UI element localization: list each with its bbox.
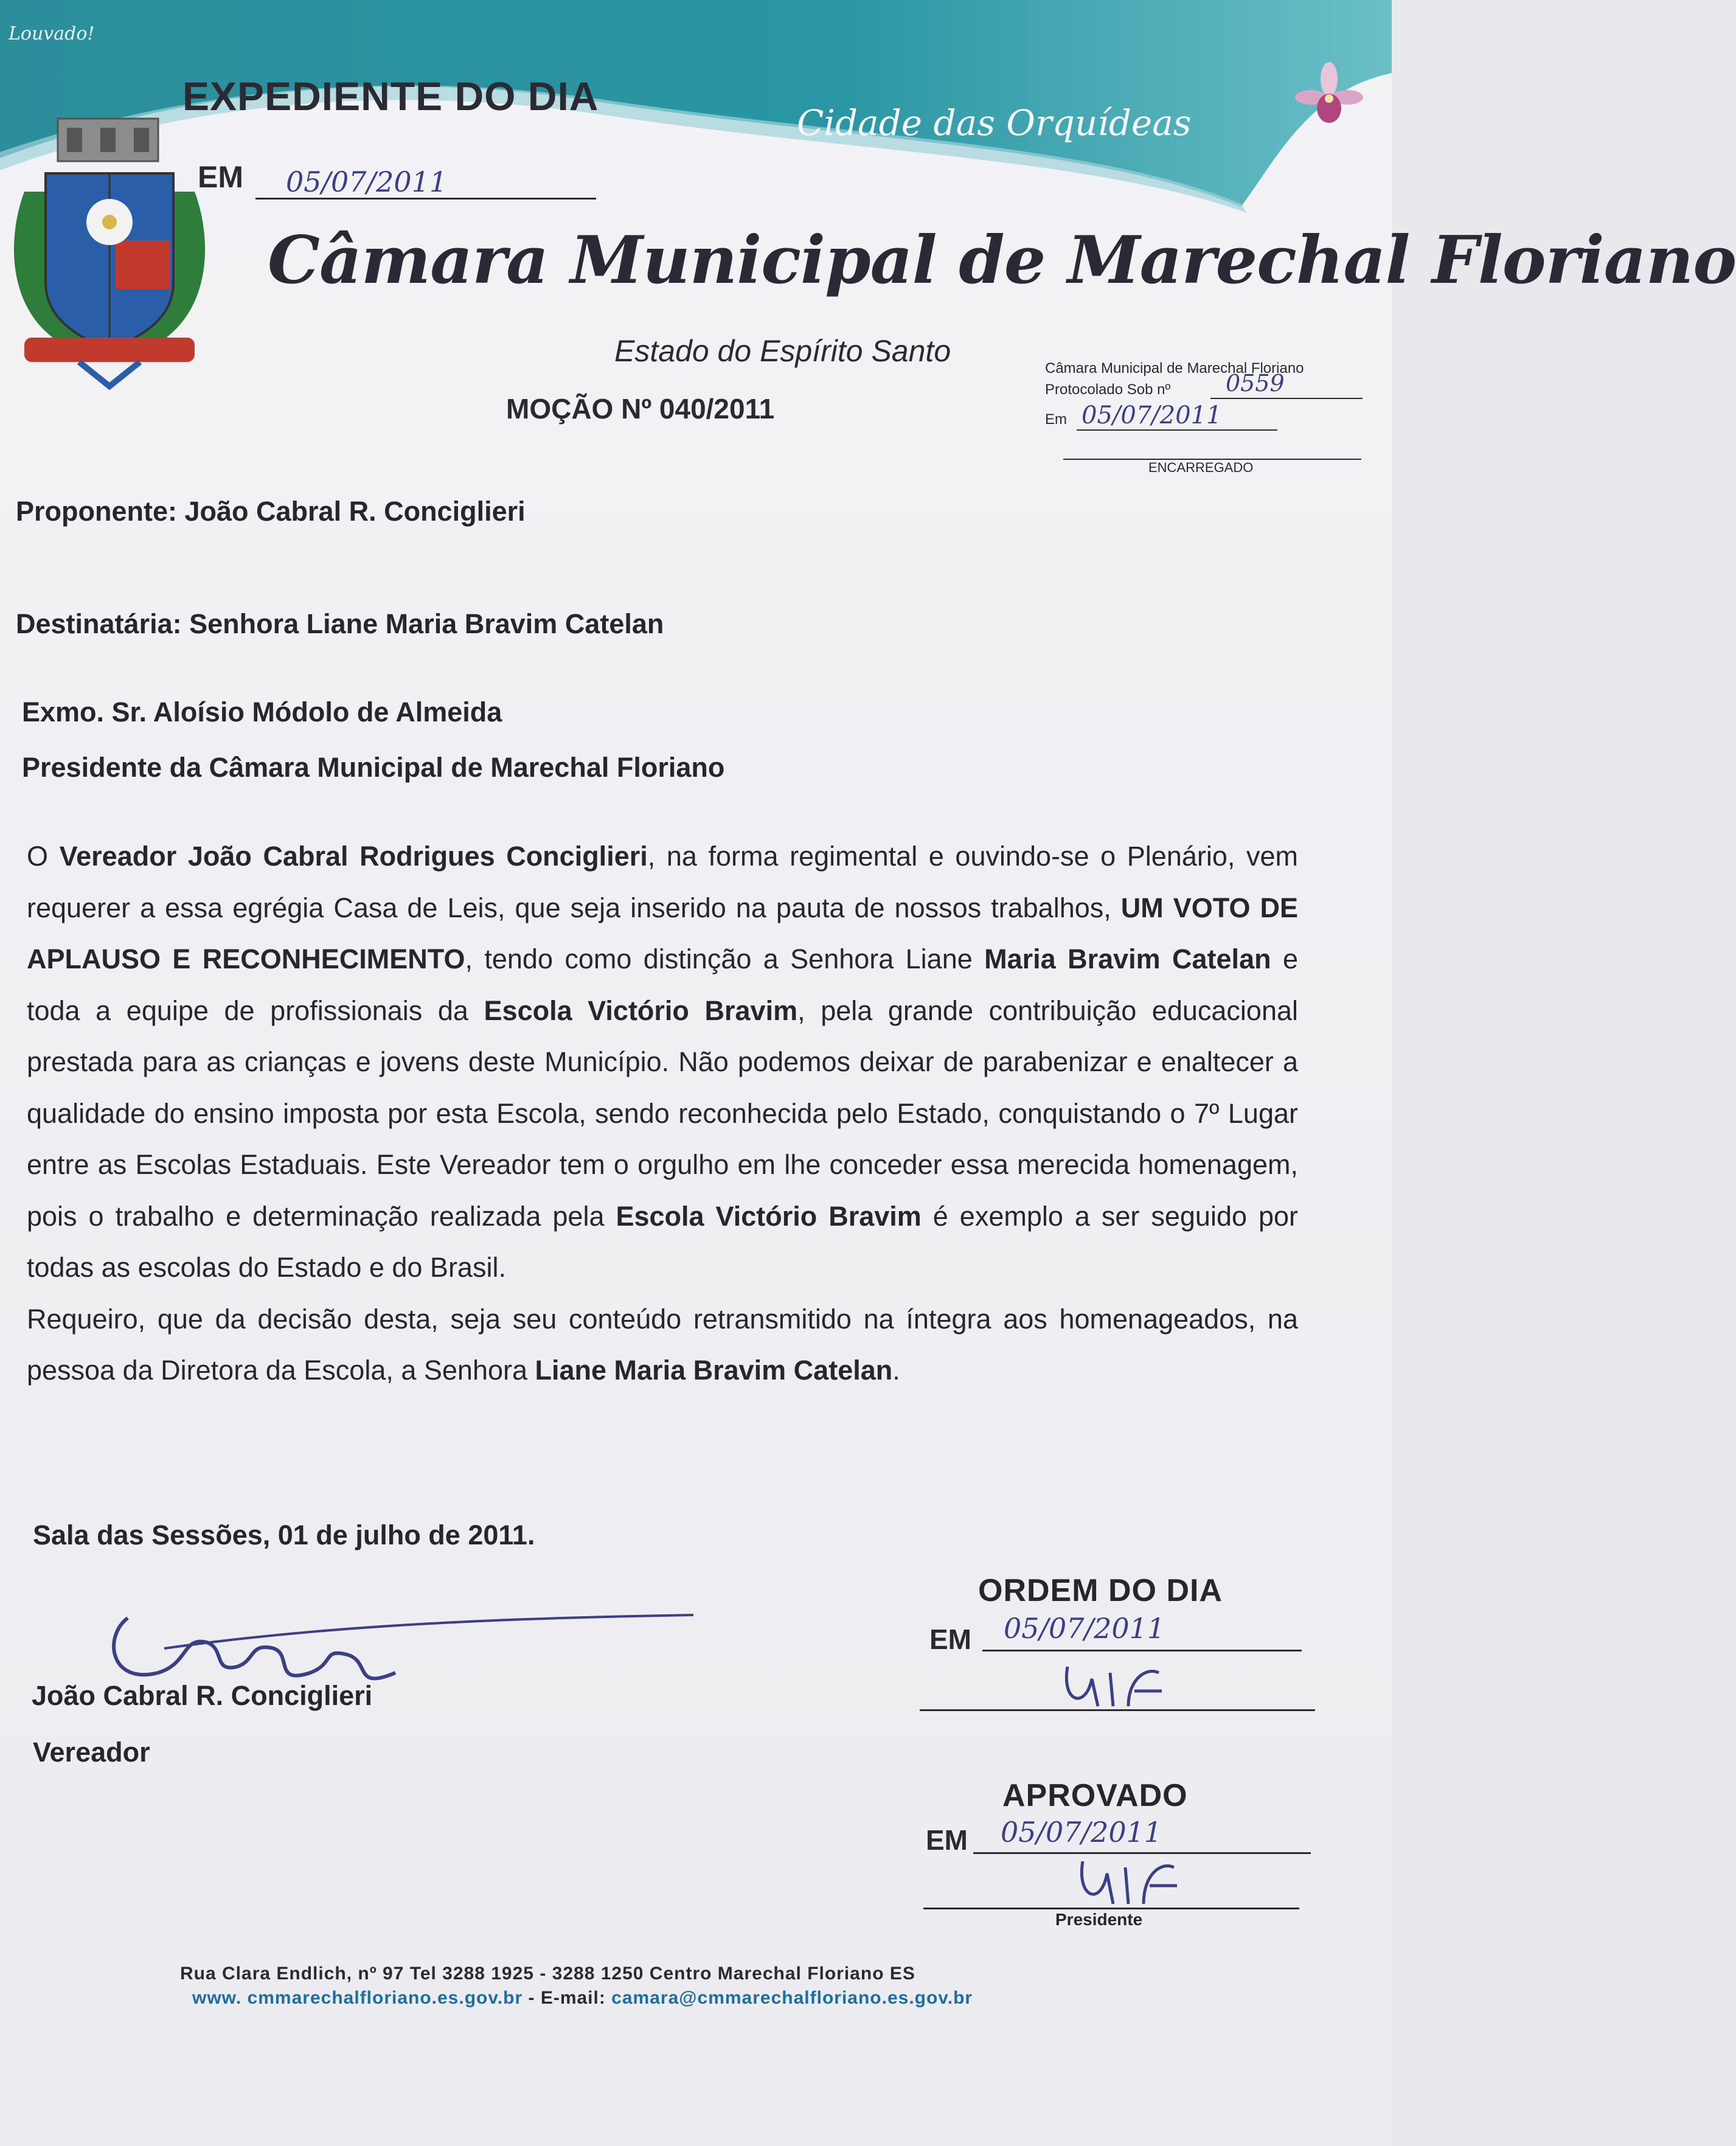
protocol-em-label: Em — [1045, 411, 1067, 428]
destinataria-field: Destinatária: Senhora Liane Maria Bravim Catelan — [16, 608, 664, 639]
slogan-text: Cidade das Orquídeas — [797, 102, 1192, 144]
protocol-date: 05/07/2011 — [1082, 401, 1222, 429]
motto-text: Louvado! — [9, 23, 95, 44]
expediente-date: 05/07/2011 — [286, 165, 448, 198]
aprovado-date: 05/07/2011 — [1001, 1816, 1162, 1849]
ordem-initials — [1055, 1655, 1177, 1715]
protocol-line1: Câmara Municipal de Marechal Floriano — [1045, 360, 1304, 377]
aprovado-initials — [1071, 1849, 1192, 1916]
ordem-title: ORDEM DO DIA — [978, 1573, 1223, 1608]
document-title: MOÇÃO Nº 040/2011 — [506, 393, 775, 425]
addressee-line1: Exmo. Sr. Aloísio Módolo de Almeida — [22, 696, 502, 727]
institution-name: Câmara Municipal de Marechal Floriano — [268, 222, 1736, 299]
protocol-number-line — [1210, 398, 1363, 399]
protocol-number: 0559 — [1226, 370, 1285, 397]
expediente-title: EXPEDIENTE DO DIA — [182, 74, 599, 119]
footer-email-label: - E-mail: — [523, 1988, 612, 2008]
motion-body — [27, 831, 1298, 1397]
ordem-em-label: EM — [929, 1623, 971, 1655]
footer-address: Rua Clara Endlich, nº 97 Tel 3288 1925 - 3288 1250 Centro Marechal Floriano ES — [180, 1964, 915, 1984]
protocol-date-line — [1077, 429, 1277, 431]
footer-website[interactable]: www. cmmarechalfloriano.es.gov.br — [192, 1988, 523, 2008]
ordem-date: 05/07/2011 — [1004, 1612, 1165, 1645]
body-paragraph-2: Requeiro, que da decisão desta, seja seu conteúdo retransmitido na íntegra aos homenageados, na pessoa da Diretora da Escola, a Senhora Liane Maria Bravim Catelan. — [27, 1303, 1298, 1386]
footer-email[interactable]: camara@cmmarechalfloriano.es.gov.br — [611, 1988, 973, 2008]
aprovado-role: Presidente — [1055, 1910, 1143, 1929]
addressee-line2: Presidente da Câmara Municipal de Marechal Floriano — [22, 752, 725, 783]
protocol-label: Protocolado Sob nº — [1045, 381, 1171, 398]
aprovado-em-label: EM — [926, 1824, 968, 1856]
signer-role: Vereador — [33, 1737, 150, 1768]
expediente-em-label: EM — [198, 160, 243, 194]
orchid-icon — [1296, 61, 1363, 140]
session-date: Sala das Sessões, 01 de julho de 2011. — [33, 1519, 535, 1550]
proponente-field: Proponente: João Cabral R. Conciglieri — [16, 496, 526, 527]
protocol-role: ENCARREGADO — [1148, 460, 1254, 475]
aprovado-title: APROVADO — [1002, 1778, 1188, 1813]
signer-name: João Cabral R. Conciglieri — [32, 1680, 373, 1711]
ordem-date-line — [982, 1650, 1302, 1651]
footer-contact — [192, 1988, 973, 2009]
body-paragraph-1: O Vereador João Cabral Rodrigues Conciglieri, na forma regimental e ouvindo-se o Plenário, vem requerer a essa egrégia Casa de Leis, que seja inserido na pauta de nossos trabalhos, UM VOTO DE APLAUSO E RECONHECIMENTO, tendo como distinção a Senhora Liane Maria Bravim Catelan e toda a equipe de profissionais da Escola Victório Bravim, pela grande contribuição educacional prestada para as crianças e jovens deste Município. Não podemos deixar de parabenizar e enaltecer a qualidade do ensino imposta por esta Escola, sendo reconhecida pelo Estado, conquistando o 7º Lugar entre as Escolas Estaduais. Este Vereador tem o orgulho em lhe conceder essa merecida homenagem, pois o trabalho e determinação realizada pela Escola Victório Bravim é exemplo a ser seguido por todas as escolas do Estado e do Brasil. — [27, 841, 1299, 1283]
state-name: Estado do Espírito Santo — [614, 334, 951, 368]
municipal-crest-icon — [0, 119, 219, 392]
